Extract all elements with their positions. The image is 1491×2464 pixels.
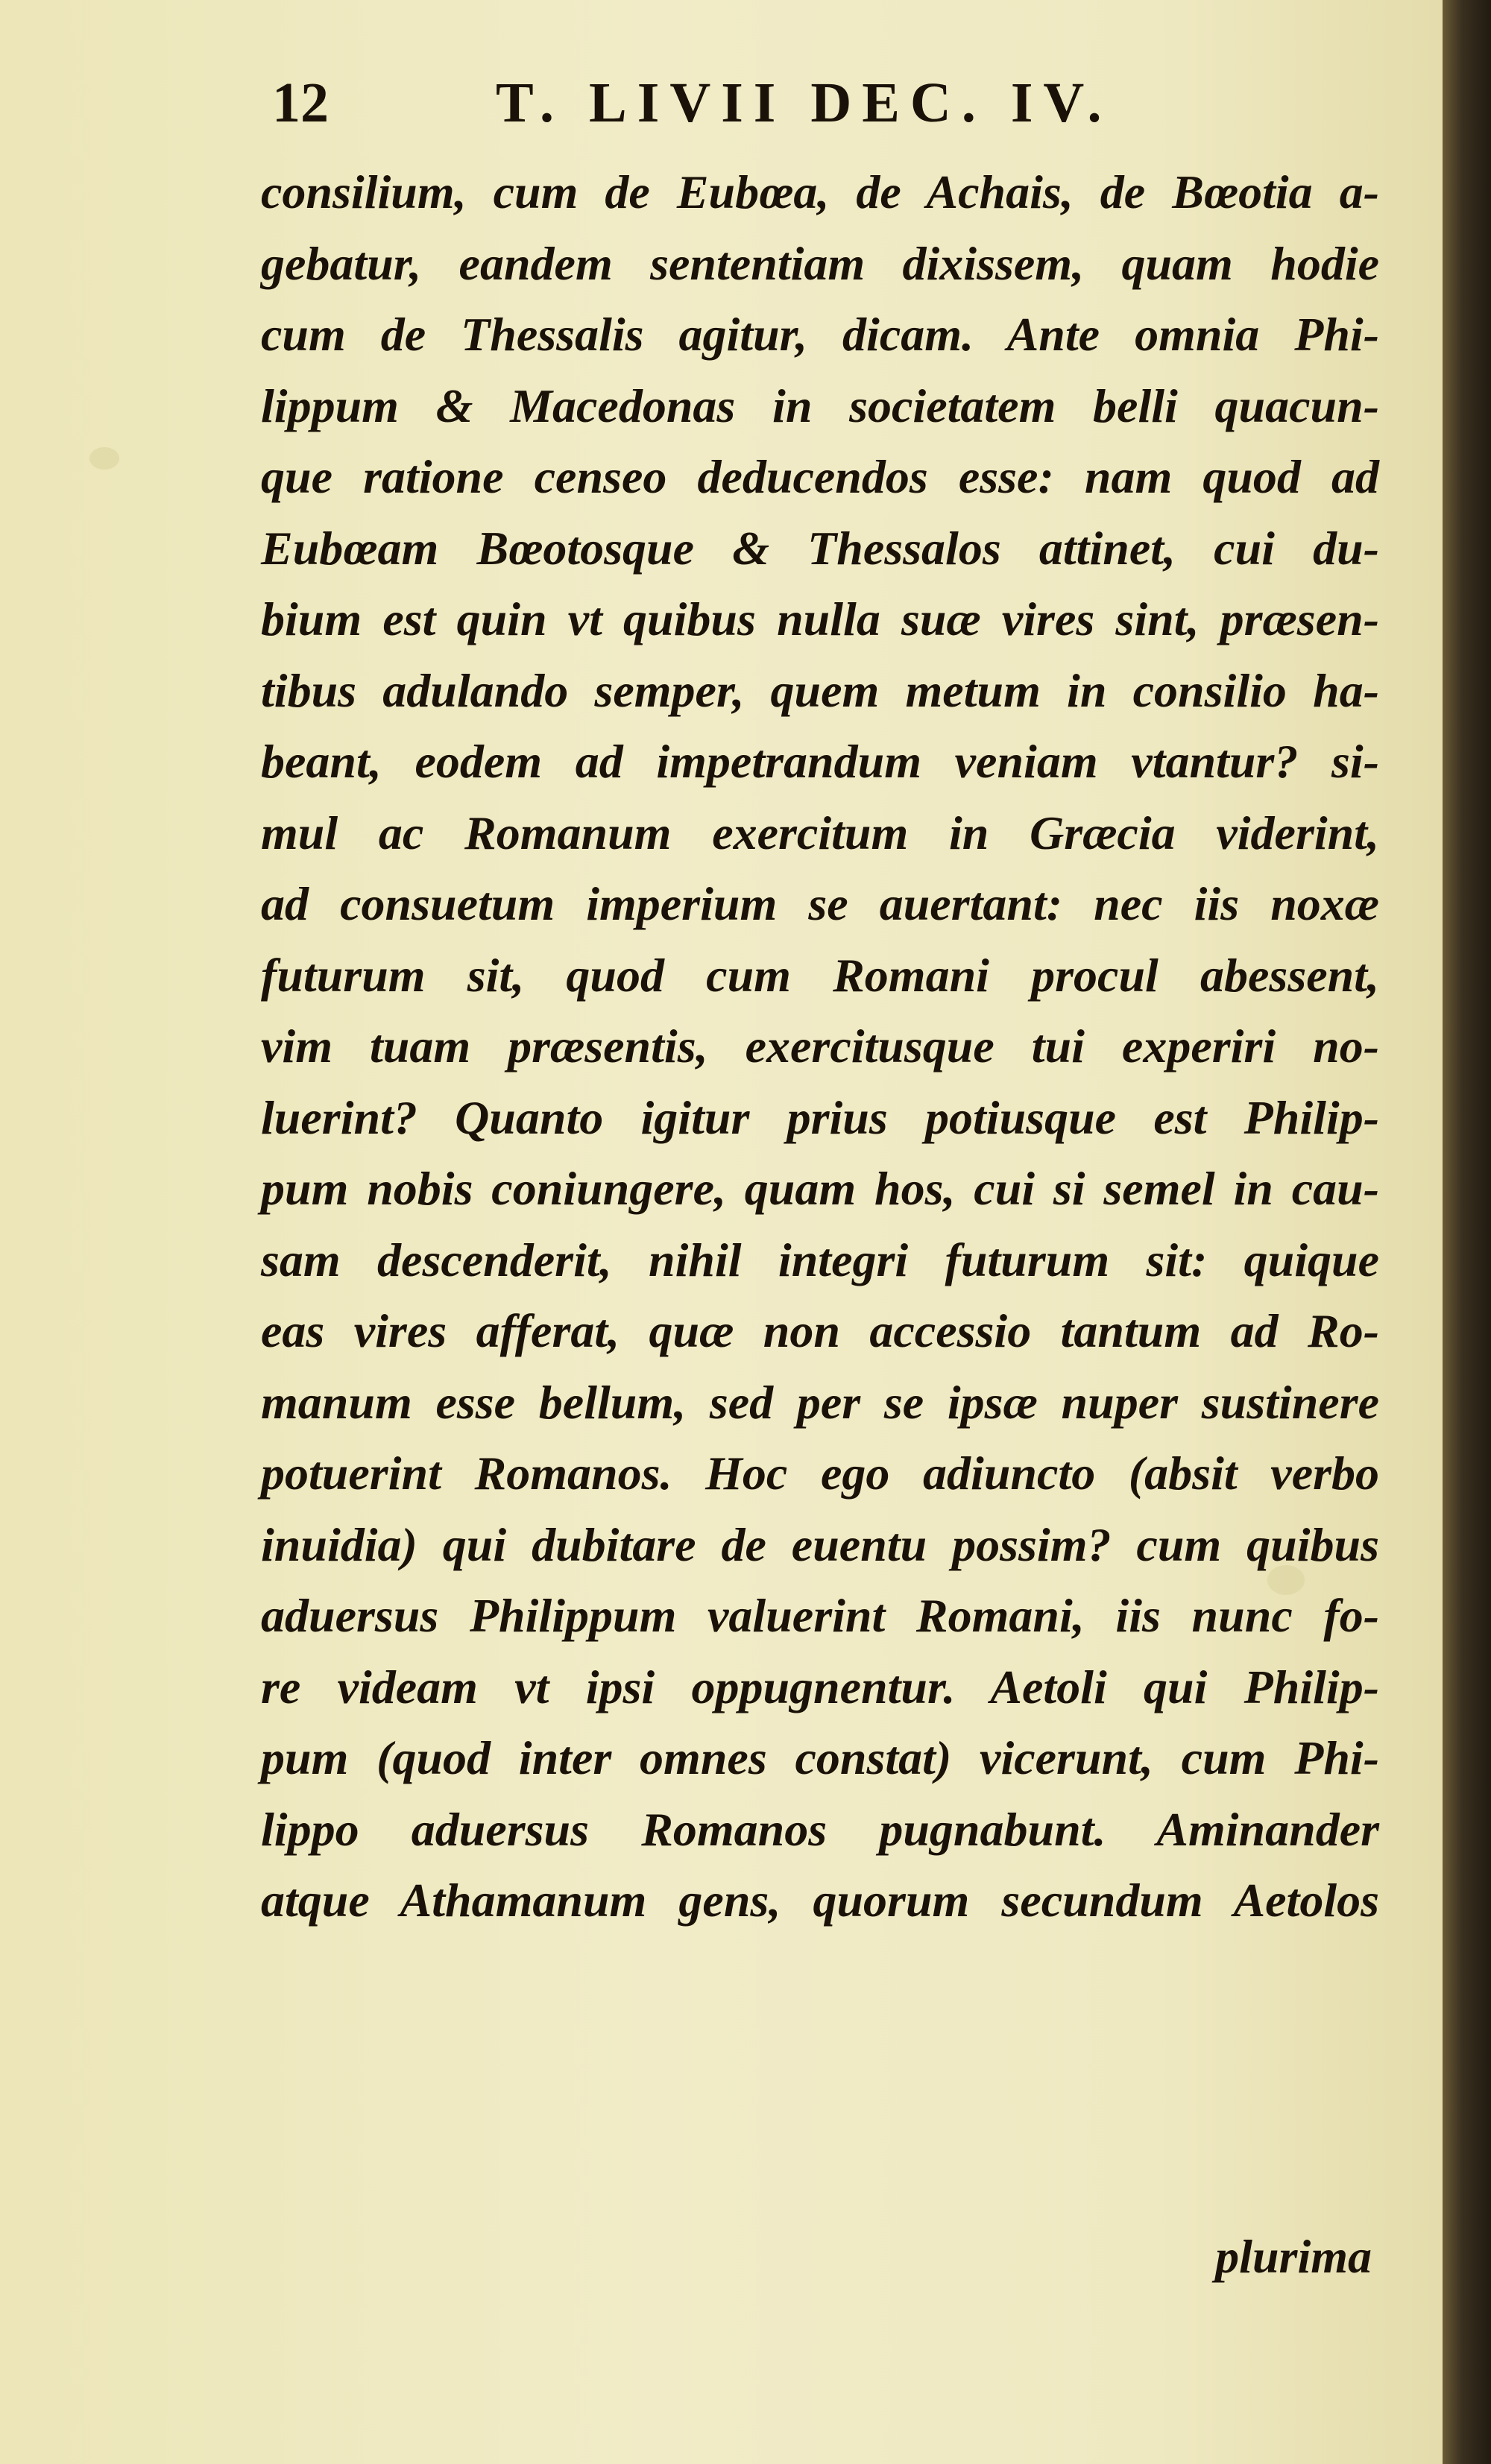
text-line: Eubœam Bœotosque & Thessalos attinet, cui du- bbox=[261, 521, 1379, 575]
text-line: eas vires afferat, quæ non accessio tantum ad Ro- bbox=[261, 1304, 1379, 1357]
paper-stain bbox=[89, 447, 119, 470]
text-line: pum (quod inter omnes constat) vicerunt, cum Phi- bbox=[261, 1731, 1379, 1784]
text-line: tibus adulando semper, quem metum in consilio ha- bbox=[261, 663, 1379, 717]
text-line: consilium, cum de Eubœa, de Achais, de Bœotia a- bbox=[261, 165, 1379, 218]
running-header bbox=[272, 71, 1353, 145]
text-line: sam descenderit, nihil integri futurum sit: quique bbox=[261, 1233, 1379, 1286]
text-line: pum nobis coniungere, quam hos, cui si semel in cau- bbox=[261, 1162, 1379, 1215]
text-line: ad consuetum imperium se auertant: nec iis noxæ bbox=[261, 877, 1379, 930]
text-line: inuidia) qui dubitare de euentu possim? cum quibus bbox=[261, 1517, 1379, 1571]
text-line: luerint? Quanto igitur prius potiusque est Philip- bbox=[261, 1090, 1379, 1144]
book-gutter bbox=[1443, 0, 1491, 2464]
catchword: plurima bbox=[1215, 2230, 1372, 2283]
text-line: manum esse bellum, sed per se ipsæ nuper sustinere bbox=[261, 1375, 1379, 1429]
running-title: T. LIVII DEC. IV. bbox=[496, 72, 1112, 134]
text-line: que ratione censeo deducendos esse: nam quod ad bbox=[261, 450, 1379, 503]
page-number: 12 bbox=[272, 72, 329, 134]
text-line: lippo aduersus Romanos pugnabunt. Aminander bbox=[261, 1802, 1379, 1856]
text-line: gebatur, eandem sententiam dixissem, quam hodie bbox=[261, 236, 1379, 290]
text-line: vim tuam præsentis, exercitusque tui experiri no- bbox=[261, 1020, 1379, 1073]
text-line: mul ac Romanum exercitum in Græcia viderint, bbox=[261, 806, 1379, 859]
text-line: beant, eodem ad impetrandum veniam vtantur? si- bbox=[261, 735, 1379, 788]
text-line: potuerint Romanos. Hoc ego adiuncto (absit verbo bbox=[261, 1447, 1379, 1500]
text-line: atque Athamanum gens, quorum secundum Aetolos bbox=[261, 1874, 1379, 1927]
text-line: aduersus Philippum valuerint Romani, iis nunc fo- bbox=[261, 1589, 1379, 1642]
body-text bbox=[261, 157, 1379, 1936]
text-line: re videam vt ipsi oppugnentur. Aetoli qui Philip- bbox=[261, 1660, 1379, 1713]
text-line: lippum & Macedonas in societatem belli quacun- bbox=[261, 379, 1379, 432]
text-line: bium est quin vt quibus nulla suæ vires sint, præsen- bbox=[261, 593, 1379, 645]
text-line: futurum sit, quod cum Romani procul abessent, bbox=[261, 948, 1379, 1002]
text-line: cum de Thessalis agitur, dicam. Ante omnia Phi- bbox=[261, 308, 1379, 361]
